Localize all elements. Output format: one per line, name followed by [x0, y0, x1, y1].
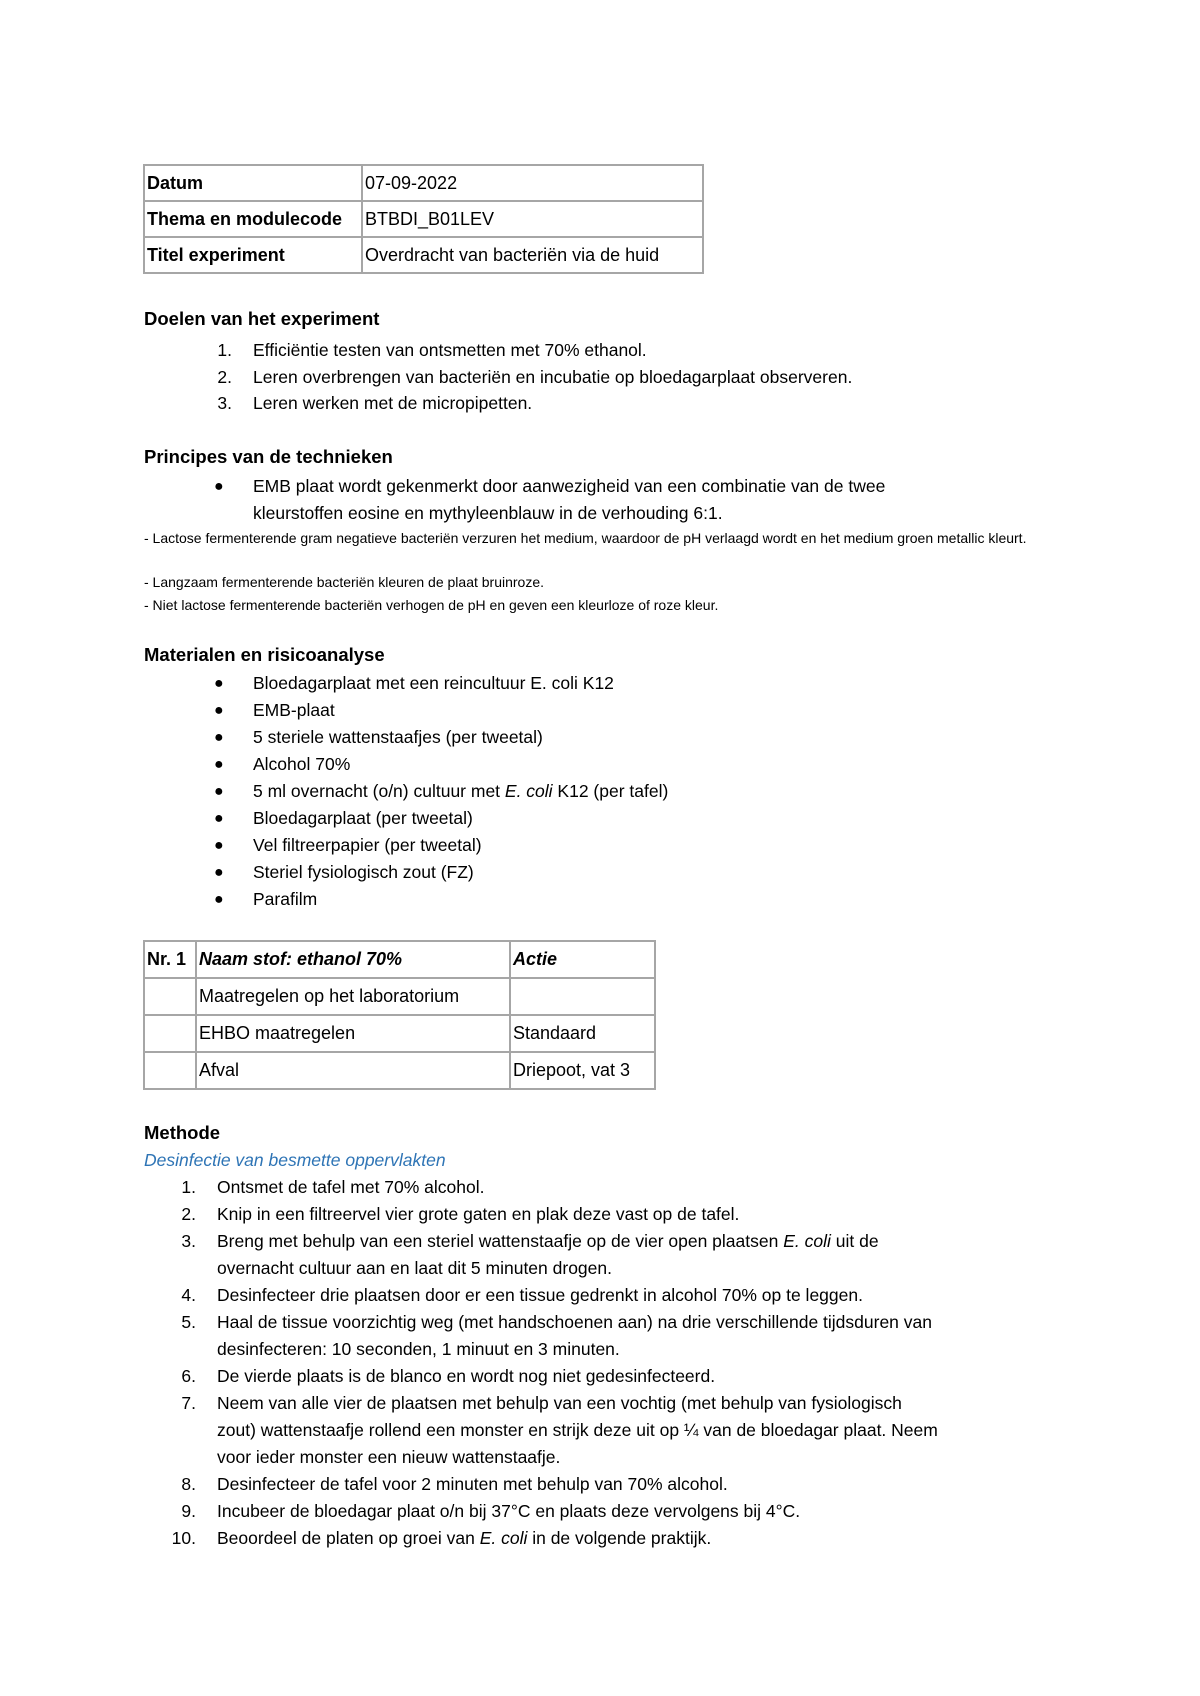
- table-cell: Standaard: [510, 1015, 655, 1052]
- list-item: Incubeer de bloedagar plaat o/n bij 37°C en plaats deze vervolgens bij 4°C.: [217, 1501, 801, 1521]
- list-number: 1.: [181, 1177, 196, 1197]
- list-item-continued: kleurstoffen eosine en mythyleenblauw in de verhouding 6:1.: [253, 503, 723, 523]
- bullet-icon: ●: [214, 864, 224, 881]
- table-cell: [144, 978, 196, 1015]
- list-number: 4.: [181, 1285, 196, 1305]
- list-number: 3.: [217, 393, 232, 413]
- list-number: 10.: [171, 1528, 196, 1548]
- bullet-icon: ●: [214, 702, 224, 719]
- note-line: - Lactose fermenterende gram negatieve bacteriën verzuren het medium, waardoor de pH verlaagd wordt en het medium groen metallic kleurt.: [144, 530, 1027, 546]
- table-cell: Maatregelen op het laboratorium: [196, 978, 510, 1015]
- table-row: [144, 201, 703, 237]
- bullet-icon: ●: [214, 810, 224, 827]
- table-cell: [510, 978, 655, 1015]
- list-number: 9.: [181, 1501, 196, 1521]
- table-row: [144, 978, 655, 1015]
- table-row: [144, 165, 703, 201]
- risk-table: [143, 940, 656, 1090]
- table-cell: Driepoot, vat 3: [510, 1052, 655, 1089]
- header-cell: Actie: [510, 941, 655, 978]
- info-table: [143, 164, 704, 274]
- list-item: Haal de tissue voorzichtig weg (met handschoenen aan) na drie verschillende tijdsduren van: [217, 1312, 932, 1332]
- table-row: [144, 1052, 655, 1089]
- list-item: Bloedagarplaat (per tweetal): [253, 808, 473, 828]
- list-item-continued: zout) wattenstaafje rollend een monster en strijk deze uit op ¼ van de bloedagar plaat. Neem: [217, 1420, 938, 1440]
- list-number: 7.: [181, 1393, 196, 1413]
- list-item-continued: desinfecteren: 10 seconden, 1 minuut en 3 minuten.: [217, 1339, 620, 1359]
- list-item: Bloedagarplaat met een reincultuur E. coli K12: [253, 673, 614, 693]
- table-header-row: [144, 941, 655, 978]
- list-item: Leren werken met de micropipetten.: [253, 393, 533, 413]
- methode-heading: Methode: [144, 1122, 221, 1143]
- list-item: Knip in een filtreervel vier grote gaten en plak deze vast op de tafel.: [217, 1204, 740, 1224]
- table-cell: EHBO maatregelen: [196, 1015, 510, 1052]
- list-number: 6.: [181, 1366, 196, 1386]
- materialen-heading: Materialen en risicoanalyse: [144, 644, 385, 665]
- list-item: EMB plaat wordt gekenmerkt door aanwezigheid van een combinatie van de twee: [253, 476, 886, 496]
- table-cell: [144, 1015, 196, 1052]
- header-cell: Naam stof: ethanol 70%: [196, 941, 510, 978]
- table-row: [144, 1015, 655, 1052]
- list-number: 8.: [181, 1474, 196, 1494]
- info-label: Thema en modulecode: [144, 201, 362, 237]
- list-item: Efficiëntie testen van ontsmetten met 70% ethanol.: [253, 340, 647, 360]
- list-item: Neem van alle vier de plaatsen met behulp van een vochtig (met behulp van fysiologisch: [217, 1393, 902, 1413]
- list-item: Steriel fysiologisch zout (FZ): [253, 862, 474, 882]
- list-number: 2.: [181, 1204, 196, 1224]
- note-line: - Langzaam fermenterende bacteriën kleuren de plaat bruinroze.: [144, 574, 545, 590]
- doelen-heading: Doelen van het experiment: [144, 308, 380, 329]
- bullet-icon: ●: [214, 729, 224, 746]
- list-number: 5.: [181, 1312, 196, 1332]
- bullet-icon: ●: [214, 837, 224, 854]
- bullet-icon: ●: [214, 783, 224, 800]
- principes-heading: Principes van de technieken: [144, 446, 393, 467]
- list-item: Beoordeel de platen op groei van E. coli in de volgende praktijk.: [217, 1528, 712, 1548]
- table-row: [144, 237, 703, 273]
- list-item: EMB-plaat: [253, 700, 335, 720]
- note-line: - Niet lactose fermenterende bacteriën verhogen de pH en geven een kleurloze of roze kleur.: [144, 597, 719, 613]
- info-value: BTBDI_B01LEV: [362, 201, 703, 237]
- list-item: 5 steriele wattenstaafjes (per tweetal): [253, 727, 543, 747]
- list-item: Alcohol 70%: [253, 754, 351, 774]
- list-item-continued: overnacht cultuur aan en laat dit 5 minuten drogen.: [217, 1258, 612, 1278]
- bullet-icon: ●: [214, 891, 224, 908]
- bullet-icon: ●: [214, 478, 224, 495]
- info-value: Overdracht van bacteriën via de huid: [362, 237, 703, 273]
- info-value: 07-09-2022: [362, 165, 703, 201]
- header-cell: Nr. 1: [144, 941, 196, 978]
- bullet-icon: ●: [214, 675, 224, 692]
- list-item: De vierde plaats is de blanco en wordt nog niet gedesinfecteerd.: [217, 1366, 716, 1386]
- list-item-continued: voor ieder monster een nieuw wattenstaafje.: [217, 1447, 561, 1467]
- methode-subheading: Desinfectie van besmette oppervlakten: [144, 1150, 446, 1170]
- table-cell: Afval: [196, 1052, 510, 1089]
- table-cell: [144, 1052, 196, 1089]
- list-item: 5 ml overnacht (o/n) cultuur met E. coli K12 (per tafel): [253, 781, 669, 801]
- list-item: Desinfecteer de tafel voor 2 minuten met behulp van 70% alcohol.: [217, 1474, 728, 1494]
- info-label: Titel experiment: [144, 237, 362, 273]
- list-number: 3.: [181, 1231, 196, 1251]
- list-item: Vel filtreerpapier (per tweetal): [253, 835, 482, 855]
- list-number: 2.: [217, 367, 232, 387]
- info-label: Datum: [144, 165, 362, 201]
- list-item: Ontsmet de tafel met 70% alcohol.: [217, 1177, 485, 1197]
- list-item: Parafilm: [253, 889, 318, 909]
- list-item: Leren overbrengen van bacteriën en incubatie op bloedagarplaat observeren.: [253, 367, 853, 387]
- list-item: Desinfecteer drie plaatsen door er een tissue gedrenkt in alcohol 70% op te leggen.: [217, 1285, 863, 1305]
- bullet-icon: ●: [214, 756, 224, 773]
- list-item: Breng met behulp van een steriel wattenstaafje op de vier open plaatsen E. coli uit de: [217, 1231, 879, 1251]
- list-number: 1.: [217, 340, 232, 360]
